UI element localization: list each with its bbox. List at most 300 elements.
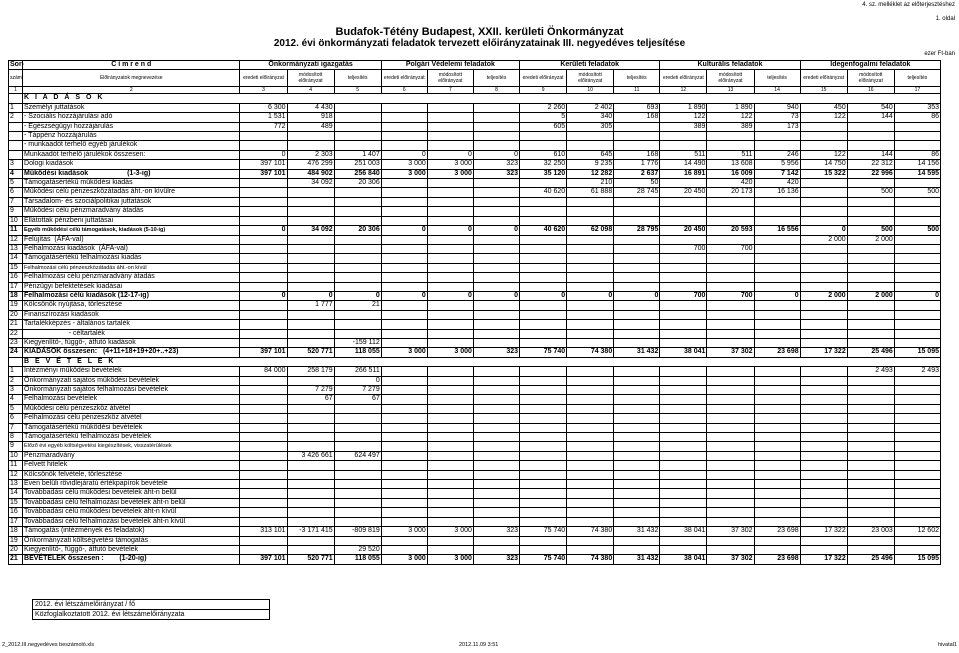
row-label: BEVÉTELEK összesen : (1-20-ig) [23,555,240,564]
value-cell [707,414,754,423]
value-cell: 256 840 [334,169,381,178]
group-header: Önkormányzati igazgatás [240,61,381,70]
value-cell: 34 092 [287,226,334,235]
section-title: B E V É T E L E K [23,357,941,366]
row-number: 11 [9,226,23,235]
value-cell [473,480,519,489]
value-cell [800,244,847,253]
value-cell: 17 322 [800,527,847,536]
value-cell [847,376,894,385]
row-number [9,122,23,131]
value-cell [754,517,800,526]
table-row [9,338,941,347]
value-cell [614,310,660,319]
value-cell: 0 [427,150,473,159]
value-cell [847,480,894,489]
value-cell [381,498,427,507]
value-cell [240,545,287,554]
value-cell [427,263,473,272]
value-cell [660,480,707,489]
row-number: 21 [9,320,23,329]
value-cell [707,310,754,319]
table-row [9,235,941,244]
header-row-groups [9,61,941,70]
value-cell [240,301,287,310]
value-cell [847,254,894,263]
value-cell: 500 [847,226,894,235]
value-cell [567,480,614,489]
row-number: 16 [9,273,23,282]
value-cell [754,386,800,395]
value-cell [707,395,754,404]
value-cell [473,386,519,395]
value-cell [334,329,381,338]
value-cell [473,103,519,112]
value-cell: 323 [473,527,519,536]
value-cell [614,197,660,206]
value-cell: 0 [614,291,660,300]
value-cell [381,103,427,112]
value-cell [894,414,940,423]
value-cell: 3 000 [381,527,427,536]
value-cell [660,442,707,451]
value-cell [240,338,287,347]
value-cell [614,536,660,545]
value-cell [800,414,847,423]
value-cell [427,273,473,282]
row-label: Kölcsönök felvétele, törlesztése [23,470,240,479]
value-cell: 540 [847,103,894,112]
page-title: Budafok-Tétény Budapest, XXII. kerületi Önkormányzat [335,26,624,38]
value-cell [427,282,473,291]
value-cell [240,329,287,338]
value-cell [754,395,800,404]
value-cell: 7 142 [754,169,800,178]
value-cell [427,498,473,507]
sub-header: eredeti előirányzat [381,70,427,87]
row-label: Felhalmozási célú kiadások (12-17-ig) [23,291,240,300]
value-cell [427,301,473,310]
value-cell [614,395,660,404]
value-cell: 122 [660,113,707,122]
value-cell [707,498,754,507]
row-label: Továbbadási célú működési bevételek áht-n kívül [23,508,240,517]
value-cell: 20 450 [660,188,707,197]
value-cell [427,386,473,395]
col-number: 8 [473,87,519,94]
value-cell: 0 [381,150,427,159]
row-number: 15 [9,498,23,507]
value-cell [614,216,660,225]
value-cell [334,141,381,150]
value-cell [754,338,800,347]
value-cell [847,536,894,545]
value-cell: 0 [473,226,519,235]
row-number: 3 [9,160,23,169]
table-row [9,451,941,460]
row-number: 24 [9,348,23,357]
value-cell [287,338,334,347]
value-cell: 323 [473,555,519,564]
value-cell [660,263,707,272]
row-number: 15 [9,263,23,272]
value-cell: 122 [800,150,847,159]
row-number: 13 [9,244,23,253]
value-cell [427,404,473,413]
value-cell [707,132,754,141]
value-cell [614,329,660,338]
value-cell [381,517,427,526]
value-cell [473,414,519,423]
value-cell [660,216,707,225]
value-cell: 17 322 [800,348,847,357]
value-cell [847,470,894,479]
value-cell [240,244,287,253]
value-cell [567,263,614,272]
value-cell [240,489,287,498]
value-cell [800,338,847,347]
value-cell [614,376,660,385]
value-cell [847,461,894,470]
value-cell: 251 003 [334,160,381,169]
value-cell [660,235,707,244]
table-row [9,508,941,517]
table-row [9,395,941,404]
value-cell: 4 430 [287,103,334,112]
value-cell [800,498,847,507]
table-row [9,150,941,159]
value-cell [894,320,940,329]
value-cell [894,197,940,206]
value-cell [847,442,894,451]
value-cell: -159 112 [334,338,381,347]
value-cell: 210 [567,179,614,188]
value-cell [614,282,660,291]
value-cell: 168 [614,113,660,122]
value-cell [520,545,567,554]
value-cell [754,480,800,489]
value-cell [520,132,567,141]
value-cell [287,414,334,423]
value-cell [427,517,473,526]
value-cell [520,141,567,150]
value-cell [754,414,800,423]
value-cell [614,263,660,272]
value-cell [287,470,334,479]
value-cell [334,235,381,244]
row-number: 7 [9,423,23,432]
value-cell [800,404,847,413]
value-cell [473,254,519,263]
col-cimrend-header: C í m r e n d [23,61,240,70]
value-cell [287,489,334,498]
value-cell [800,536,847,545]
value-cell [473,404,519,413]
value-cell [800,451,847,460]
value-cell [800,282,847,291]
value-cell [240,132,287,141]
value-cell [800,254,847,263]
sub-header: módosított előirányzat [567,70,614,87]
value-cell [614,244,660,253]
value-cell [520,414,567,423]
value-cell: 144 [847,150,894,159]
value-cell [614,442,660,451]
row-label: Működési kiadások (1-3-ig) [23,169,240,178]
value-cell [754,508,800,517]
value-cell [427,423,473,432]
row-number [9,141,23,150]
value-cell [567,395,614,404]
value-cell [894,451,940,460]
value-cell [660,273,707,282]
value-cell: 918 [287,113,334,122]
value-cell: 2 000 [847,291,894,300]
value-cell [381,244,427,253]
value-cell [240,404,287,413]
value-cell [520,254,567,263]
value-cell [334,197,381,206]
value-cell [894,132,940,141]
table-row [9,169,941,178]
value-cell: 23 698 [754,527,800,536]
value-cell [614,235,660,244]
row-label: Kölcsönök nyújtása, törlesztése [23,301,240,310]
table-row [9,179,941,188]
value-cell [473,113,519,122]
sub-header: eredeti előirányzat [520,70,567,87]
table-row [9,113,941,122]
value-cell: 610 [520,150,567,159]
header-row-sub [9,70,941,87]
value-cell [847,179,894,188]
table-row [9,103,941,112]
value-cell [707,451,754,460]
sub-header: teljesítés [894,70,940,87]
table-row [9,132,941,141]
value-cell [614,433,660,442]
value-cell: 323 [473,348,519,357]
table-row [9,348,941,357]
value-cell [334,188,381,197]
value-cell [381,461,427,470]
value-cell: -809 819 [334,527,381,536]
value-cell: 144 [847,113,894,122]
value-cell [473,273,519,282]
table-row [9,536,941,545]
value-cell [334,536,381,545]
col-number: 16 [847,87,894,94]
table-row [9,282,941,291]
col-sor-header: Sor- [10,61,24,68]
value-cell: 323 [473,160,519,169]
col-number: 10 [567,87,614,94]
value-cell: 0 [240,291,287,300]
value-cell [473,320,519,329]
value-cell [800,320,847,329]
value-cell [800,273,847,282]
value-cell: 37 302 [707,555,754,564]
row-label: Támogatás (intézmények és feladatok) [23,527,240,536]
value-cell [381,338,427,347]
value-cell [287,207,334,216]
value-cell [381,414,427,423]
value-cell: 0 [800,226,847,235]
value-cell [287,132,334,141]
value-cell [240,508,287,517]
row-label: - Táppénz hozzájárulás [23,132,240,141]
row-label: Finanszírozási kiadások [23,310,240,319]
value-cell [334,310,381,319]
value-cell [567,508,614,517]
value-cell: 86 [894,150,940,159]
row-label: Társadalom- és szociálpolitikai juttatások [23,197,240,206]
group-header: Polgári Védelemi feladatok [381,61,519,70]
row-number: 6 [9,414,23,423]
row-label: Működési célú pénzmaradvány átadás [23,207,240,216]
value-cell [381,442,427,451]
value-cell [614,480,660,489]
value-cell [381,329,427,338]
value-cell [800,188,847,197]
row-label: Támogatásértékű működési kiadás [23,179,240,188]
value-cell [660,489,707,498]
value-cell [707,386,754,395]
value-cell [334,320,381,329]
value-cell: 1 777 [287,301,334,310]
value-cell [894,301,940,310]
table-row [9,160,941,169]
value-cell [381,254,427,263]
value-cell [473,367,519,376]
value-cell [381,536,427,545]
value-cell [707,301,754,310]
value-cell [381,395,427,404]
row-label: Önkormányzati sajátos működési bevételek [23,376,240,385]
value-cell [427,244,473,253]
row-number: 12 [9,470,23,479]
value-cell [334,442,381,451]
value-cell: 173 [754,122,800,131]
value-cell [894,207,940,216]
value-cell [520,207,567,216]
value-cell: 15 322 [800,169,847,178]
value-cell [287,141,334,150]
value-cell [660,545,707,554]
value-cell [520,517,567,526]
value-cell [614,545,660,554]
public-workers-label: Közfoglalkoztatott 2012. évi létszámelőirányzata [33,610,270,620]
row-label: Felhalmozási célú pénzeszközátadás áht.-on kívül [23,263,240,272]
value-cell [473,442,519,451]
value-cell: 74 380 [567,348,614,357]
row-number [9,357,23,366]
value-cell [800,395,847,404]
value-cell [334,254,381,263]
value-cell [473,263,519,272]
value-cell [754,470,800,479]
value-cell [334,132,381,141]
value-cell: 22 996 [847,169,894,178]
value-cell [287,263,334,272]
value-cell [240,207,287,216]
row-number: 4 [9,395,23,404]
sub-header: teljesítés [334,70,381,87]
value-cell [287,423,334,432]
row-label: Továbbadási célú felhalmozási bevételek áht-n kívül [23,517,240,526]
row-number: 20 [9,545,23,554]
value-cell [614,254,660,263]
value-cell: 15 095 [894,555,940,564]
value-cell [473,423,519,432]
value-cell [567,470,614,479]
value-cell: 645 [567,150,614,159]
value-cell [754,132,800,141]
value-cell [473,451,519,460]
value-cell [567,451,614,460]
value-cell [567,367,614,376]
row-label: - Egészségügyi hozzájárulás [23,122,240,131]
value-cell: 0 [381,291,427,300]
value-cell [614,338,660,347]
row-label: Egyéb működési célú támogatások, kiadások (5-10-ig) [23,226,240,235]
value-cell [754,320,800,329]
value-cell [754,376,800,385]
col-number: 1 [9,87,23,94]
value-cell [567,282,614,291]
value-cell [894,338,940,347]
value-cell: 0 [754,291,800,300]
value-cell [614,517,660,526]
value-cell [567,301,614,310]
value-cell [894,489,940,498]
table-row [9,301,941,310]
value-cell [520,244,567,253]
value-cell [894,310,940,319]
value-cell: 0 [520,291,567,300]
value-cell [567,329,614,338]
row-number: 1 [9,103,23,112]
value-cell [334,498,381,507]
value-cell [567,433,614,442]
value-cell [754,423,800,432]
value-cell [754,301,800,310]
value-cell: 14 595 [894,169,940,178]
row-label: Támogatásértékű működési bevételek [23,423,240,432]
row-label: - céltartalék [23,329,240,338]
value-cell: 28 795 [614,226,660,235]
value-cell [427,376,473,385]
value-cell [800,132,847,141]
value-cell [847,498,894,507]
row-label: Dologi kiadások [23,160,240,169]
value-cell: 520 771 [287,555,334,564]
value-cell [520,404,567,413]
row-label: Személyi juttatások [23,103,240,112]
value-cell [520,451,567,460]
value-cell [381,480,427,489]
table-row [9,423,941,432]
row-number: 13 [9,480,23,489]
value-cell [894,179,940,188]
col-name-header: Előirányzatok megnevezése [23,70,240,87]
row-number: 17 [9,517,23,526]
row-label: Tartalékképzés - általános tartalék [23,320,240,329]
value-cell: 35 120 [520,169,567,178]
value-cell [427,508,473,517]
value-cell: 605 [520,122,567,131]
value-cell [381,113,427,122]
